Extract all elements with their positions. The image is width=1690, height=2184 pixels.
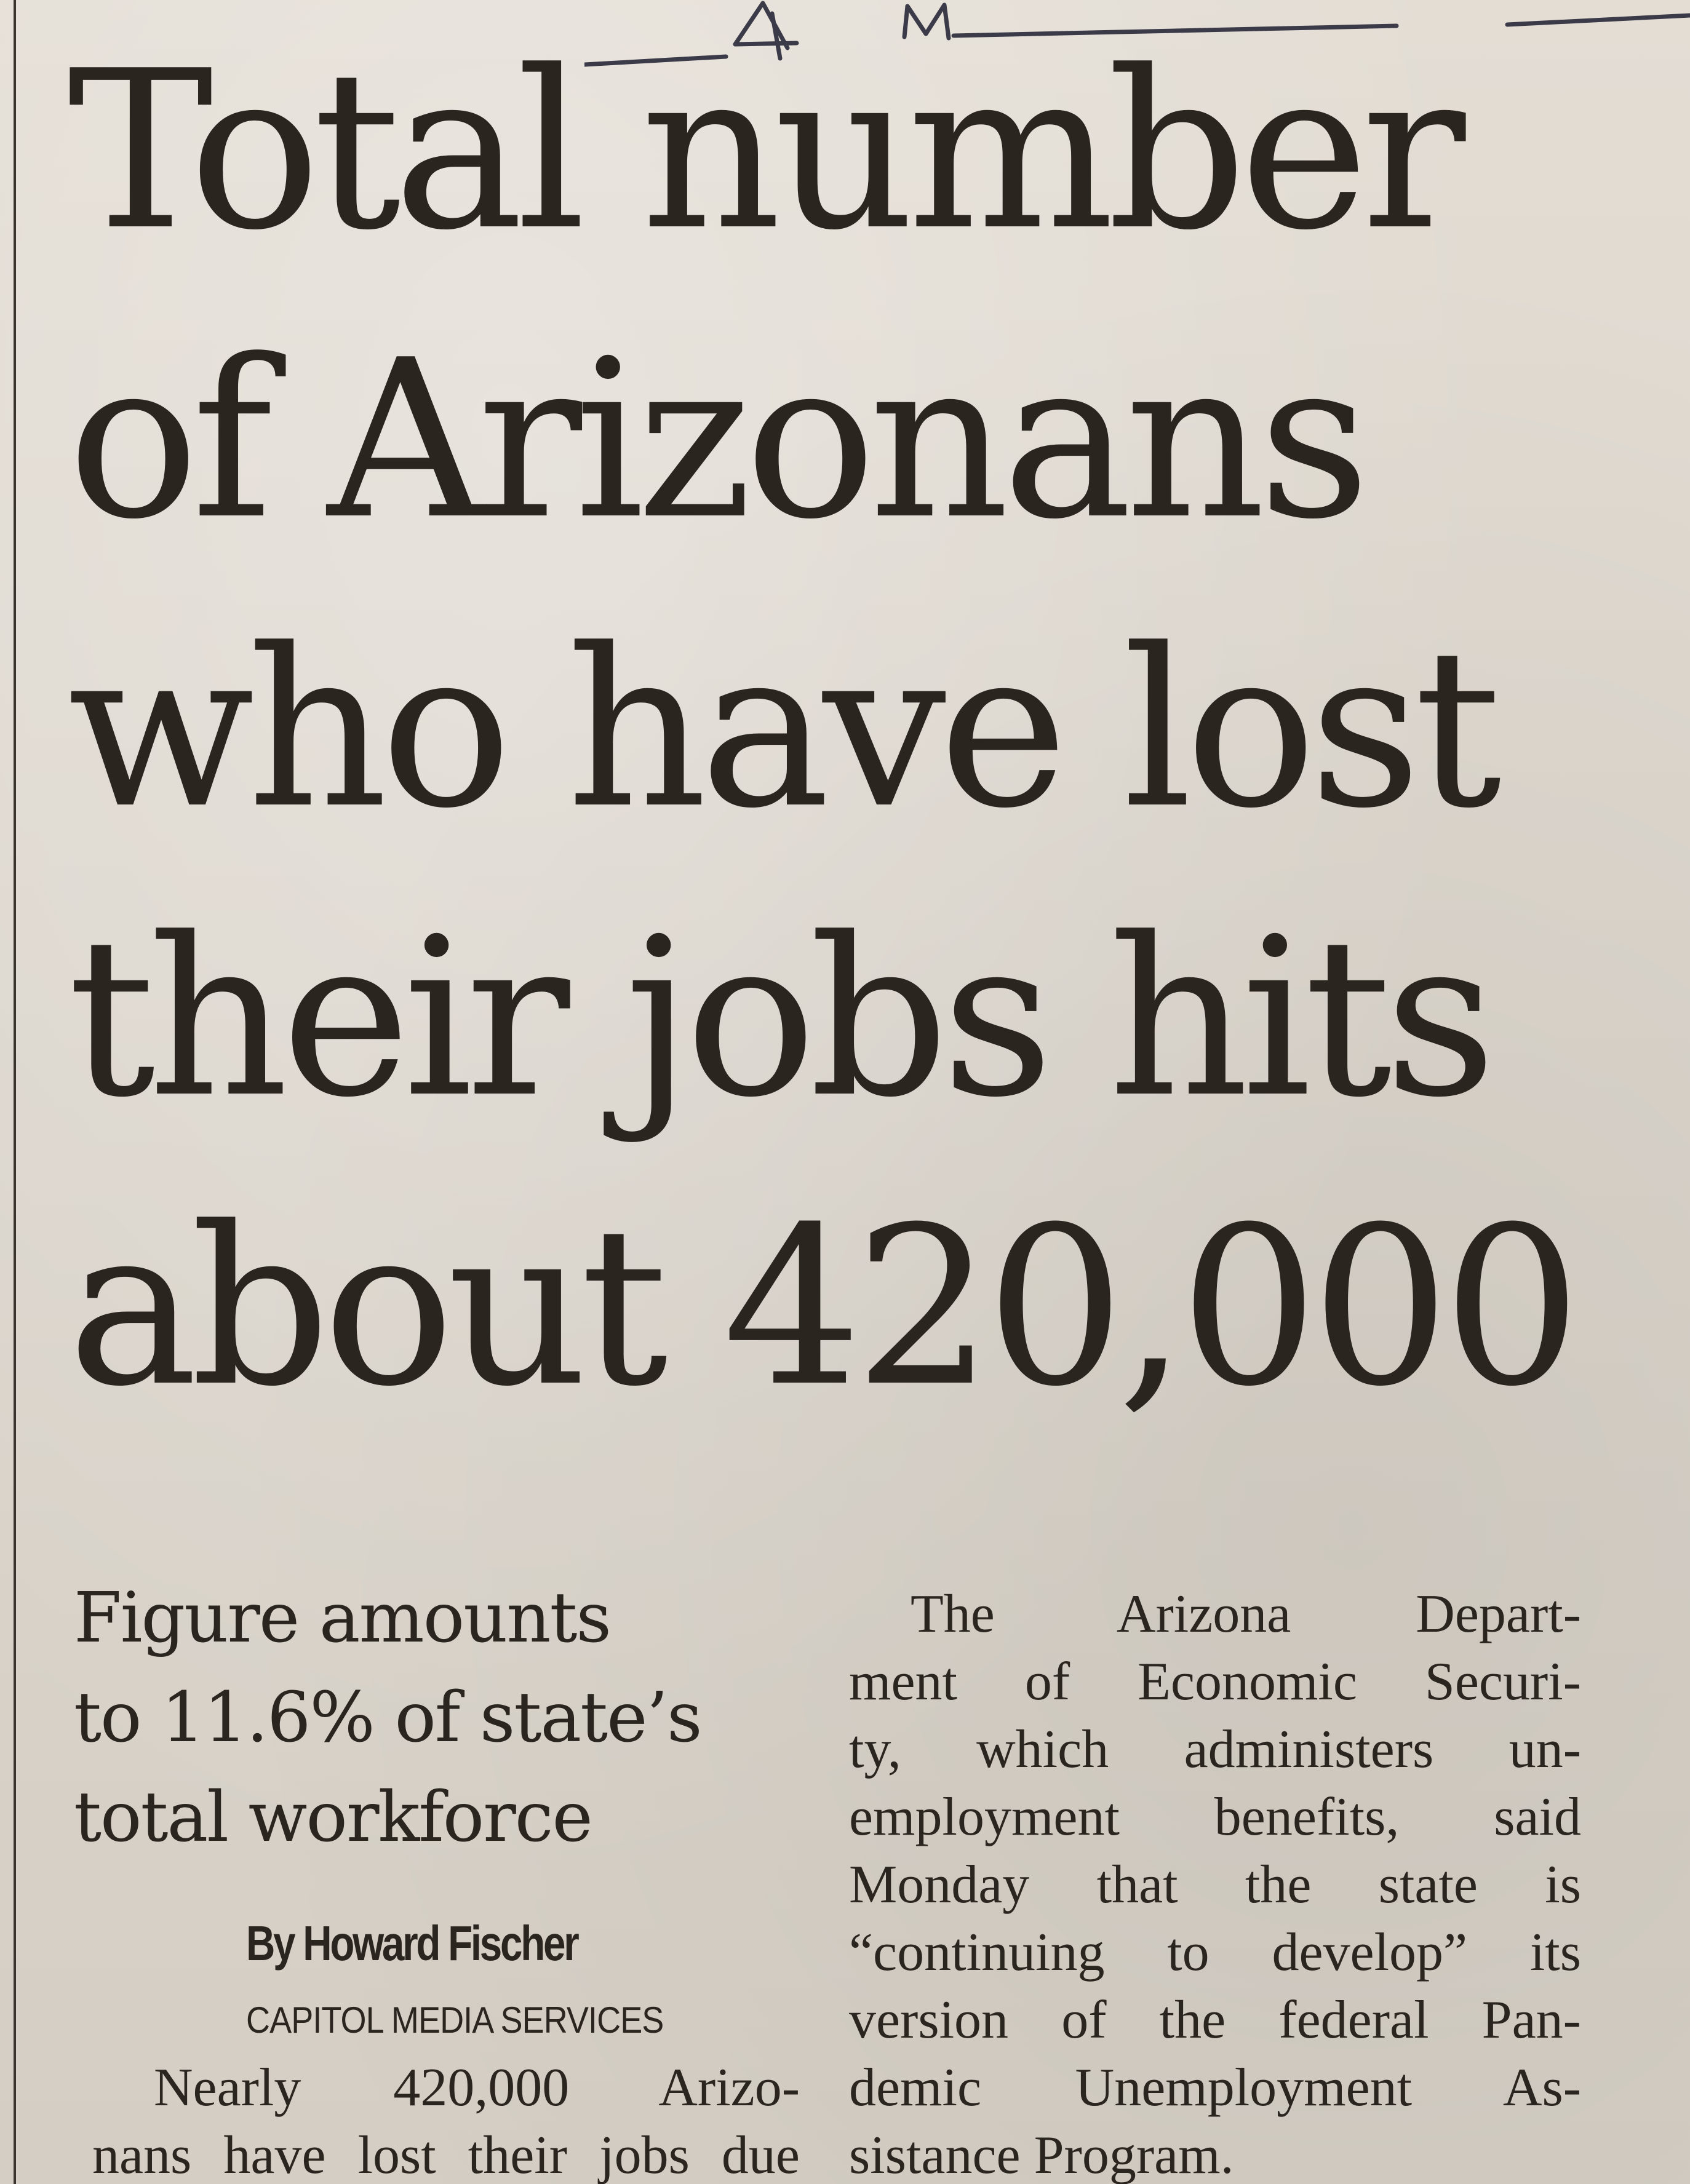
headline-line: their jobs hits xyxy=(68,891,1489,1145)
body-line: ment of Economic Securi- xyxy=(849,1652,1581,1712)
body-text-right-column xyxy=(849,1581,1581,2184)
body-line: The Arizona Depart- xyxy=(911,1584,1581,1644)
body-line: Nearly 420,000 Arizo- xyxy=(154,2058,800,2118)
body-line: nans have lost their jobs due xyxy=(92,2126,800,2184)
headline-line: Total number xyxy=(68,23,1459,278)
body-line: sistance Program. xyxy=(849,2126,1234,2184)
headline-line: of Arizonans xyxy=(68,312,1363,567)
body-line: demic Unemployment As- xyxy=(849,2058,1581,2118)
byline-service: CAPITOL MEDIA SERVICES xyxy=(246,1999,664,2041)
subheadline-line: total workforce xyxy=(74,1777,592,1857)
body-text-left-column xyxy=(92,2054,800,2184)
headline xyxy=(68,6,1667,1451)
body-line: version of the federal Pan- xyxy=(849,1990,1581,2050)
body-line: “continuing to develop” its xyxy=(849,1923,1581,1982)
subheadline xyxy=(74,1568,800,1867)
body-line: ty, which administers un- xyxy=(849,1720,1581,1779)
headline-line: about 420,000 xyxy=(68,1180,1574,1434)
subheadline-line: Figure amounts xyxy=(74,1578,610,1658)
body-line: Monday that the state is xyxy=(849,1855,1581,1915)
subheadline-line: to 11.6% of state’s xyxy=(74,1678,701,1758)
column-rule xyxy=(14,0,16,2184)
byline: By Howard Fischer xyxy=(246,1916,578,1971)
headline-line: who have lost xyxy=(68,602,1494,856)
body-line: employment benefits, said xyxy=(849,1787,1581,1847)
